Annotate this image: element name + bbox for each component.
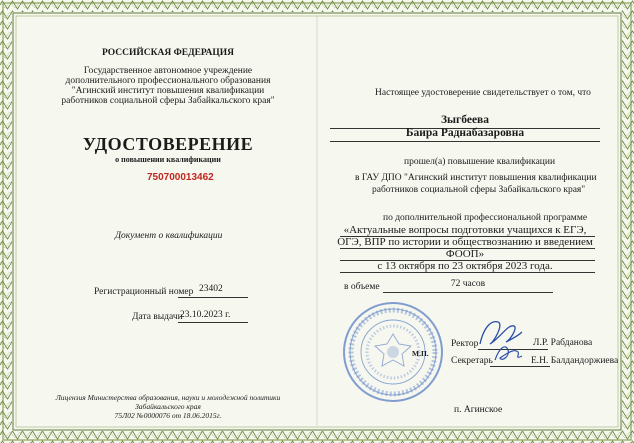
official-stamp [341, 300, 445, 404]
stamp-mark: М.П. [412, 349, 429, 358]
document-title: УДОСТОВЕРЕНИЕ [82, 134, 254, 154]
license-line-2: Забайкальского края [135, 402, 201, 411]
holder-surname: Зыгбеева [440, 114, 490, 126]
org-line-1: Государственное автономное учреждение [83, 66, 253, 76]
serial-number: 750700013462 [147, 172, 214, 183]
passed-text: прошел(а) повышение квалификации [404, 157, 556, 167]
program-line-2: ОГЭ, ВПР по истории и обществознанию и введением [337, 236, 593, 248]
program-intro: по дополнительной профессиональной программе [383, 213, 588, 223]
secretary-name: Е.Н. Балдандоржиева [531, 356, 619, 366]
registration-number: 23402 [199, 284, 223, 294]
rector-name: Л.Р. Рабданова [533, 338, 593, 348]
org-line-4: работников социальной сферы Забайкальского края" [61, 96, 275, 106]
volume-label: в объеме [344, 282, 380, 292]
place-of-issue: п. Агинское [454, 405, 503, 415]
license-line-1: Лицензия Министерства образования, науки и молодежной политики [55, 393, 281, 402]
institution-line-2: работников социальной сферы Забайкальского края" [372, 185, 586, 195]
license-line-3: 75Л02 №0000076 от 18.06.2015г. [114, 411, 222, 420]
volume-hours: 72 часов [450, 279, 486, 289]
issue-date: 23.10.2023 г. [180, 310, 231, 320]
rector-label: Ректор [451, 339, 479, 349]
holder-given-names: Баира Раднабазаровна [405, 127, 525, 139]
intro-text: Настоящее удостоверение свидетельствует о том, что [375, 88, 591, 98]
registration-label: Регистрационный номер [94, 287, 194, 297]
institution-line-1: в ГАУ ДПО "Агинский институт повышения квалификации [355, 173, 597, 183]
program-line-3: ФООП» [445, 248, 485, 260]
secretary-label: Секретарь [451, 356, 493, 366]
country-heading: РОССИЙСКАЯ ФЕДЕРАЦИЯ [101, 48, 235, 58]
document-subtitle: о повышении квалификации [115, 155, 221, 164]
secretary-signature [492, 340, 526, 366]
org-line-3: "Агинский институт повышения квалификации [71, 86, 265, 96]
study-dates: с 13 октября по 23 октября 2023 года. [377, 260, 553, 272]
document-kind: Документ о квалификации [115, 231, 223, 241]
issue-date-label: Дата выдачи [132, 312, 183, 322]
org-line-2: дополнительного профессионального образования [65, 76, 271, 86]
program-line-1: «Актуальные вопросы подготовки учащихся к ЕГЭ, [343, 224, 587, 236]
